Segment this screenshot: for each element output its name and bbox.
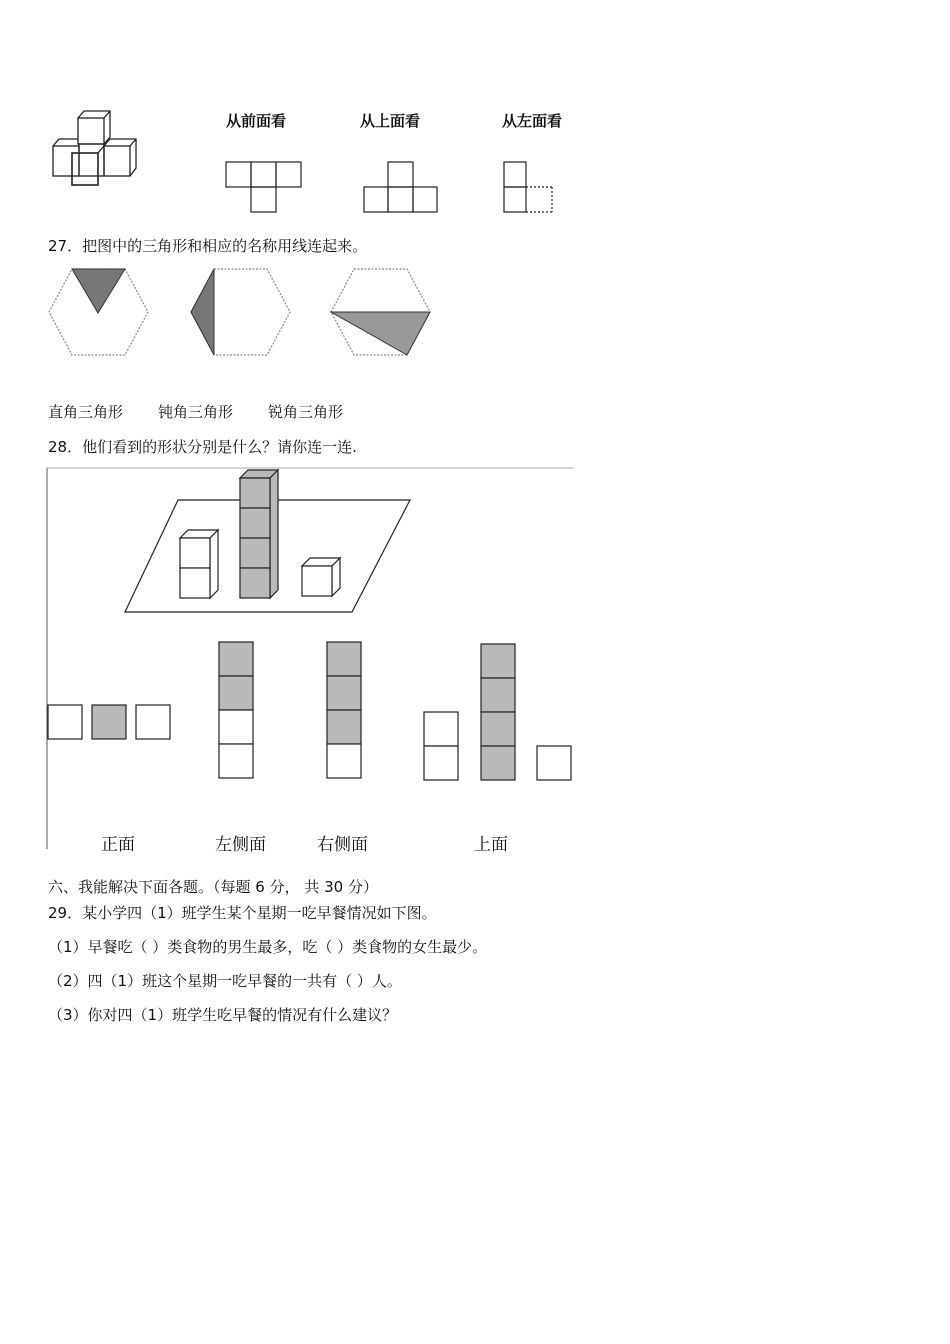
- top-view-label: 从上面看: [360, 112, 421, 130]
- left-view-shape: [502, 160, 562, 216]
- front-view-label: 从前面看: [226, 112, 287, 130]
- section-6-heading: 六、我能解决下面各题。（每题 6 分， 共 30 分）: [48, 878, 378, 896]
- question-29-part-1: （1）早餐吃（ ）类食物的男生最多，吃（ ）类食物的女生最少。: [48, 938, 488, 956]
- name-right-triangle: 直角三角形: [48, 403, 124, 421]
- view-option-front: [46, 703, 176, 743]
- question-29: 29．某小学四（1）班学生某个星期一吃早餐情况如下图。: [48, 904, 437, 922]
- front-view-shape: [224, 160, 328, 216]
- cube-stacks-scene: [120, 468, 420, 618]
- hexagon-obtuse-triangle: [188, 266, 294, 358]
- question-28: 28．他们看到的形状分别是什么？请你连一连.: [48, 438, 357, 456]
- question-29-part-2: （2）四（1）班这个星期一吃早餐的一共有（ ）人。: [48, 972, 402, 990]
- view-option-left-side: [217, 640, 257, 784]
- hexagon-acute-triangle: [328, 266, 434, 358]
- label-top: 上面: [474, 835, 508, 855]
- label-right-side: 右侧面: [317, 835, 368, 855]
- left-view-label: 从左面看: [502, 112, 563, 130]
- name-acute-triangle: 锐角三角形: [268, 403, 344, 421]
- hexagon-right-triangle: [46, 266, 152, 358]
- label-front: 正面: [101, 835, 135, 855]
- name-obtuse-triangle: 钝角三角形: [158, 403, 234, 421]
- label-left-side: 左侧面: [215, 835, 266, 855]
- cube-arrangement-figure: [48, 108, 158, 188]
- question-27: 27．把图中的三角形和相应的名称用线连起来。: [48, 237, 368, 255]
- question-29-part-3: （3）你对四（1）班学生吃早餐的情况有什么建议？: [48, 1006, 398, 1024]
- top-view-shape: [362, 160, 442, 216]
- view-option-top: [422, 642, 576, 786]
- view-option-right-side: [325, 640, 365, 784]
